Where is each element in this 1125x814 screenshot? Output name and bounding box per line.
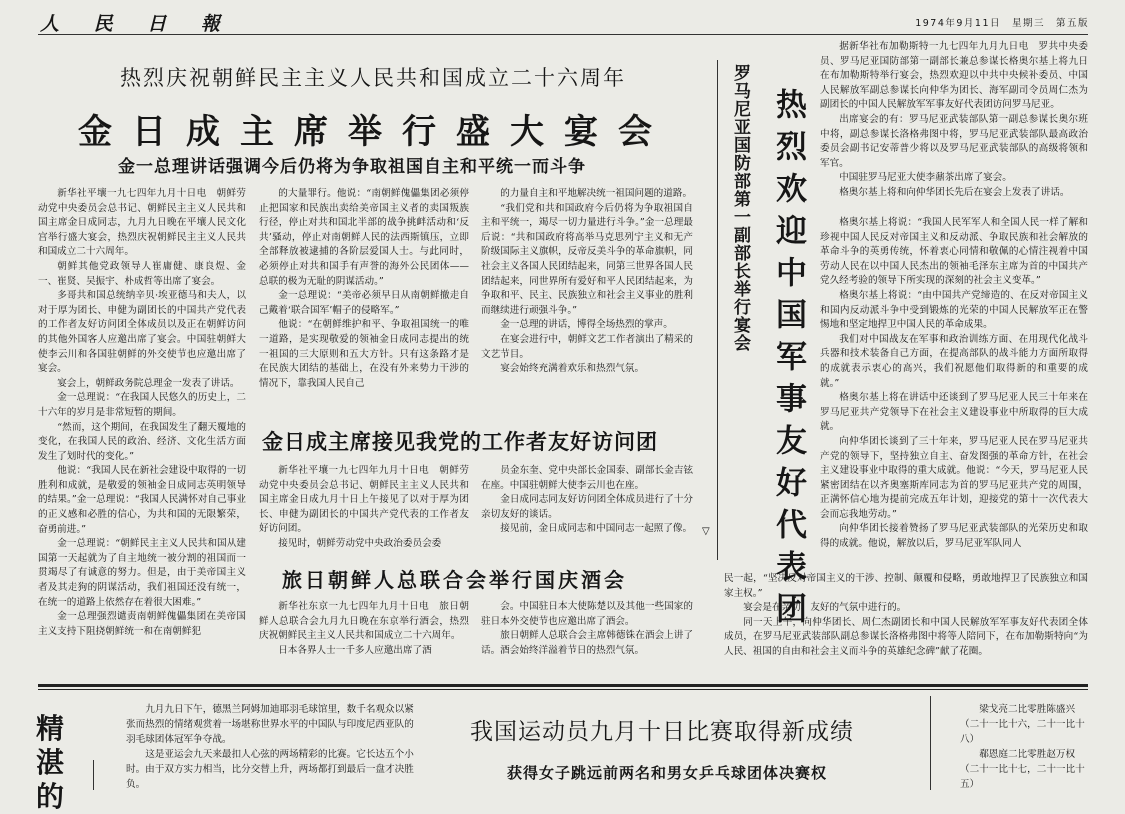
- paragraph: 格奥尔基上将在讲话中还谈到了罗马尼亚人民三十年来在罗马尼亚共产党领导下在社会主义建设事业中所取得的巨大成就。: [820, 392, 1088, 433]
- right-column-middle: [820, 216, 1088, 568]
- paragraph: 朝鲜其他党政领导人崔庸健、康良煜、金一、崔贤、吴振宇、朴成哲等出席了宴会。: [38, 260, 246, 287]
- right-column-wide: [724, 572, 1088, 676]
- paragraph: 金一总理说：“朝鲜民主主义人民共和国从建国第一天起就为了自主地统一被分割的祖国而一贯竭尽了有诚意的努力。但是，由于美帝国主义者及其走狗的阴谋活动，我们祖国还没有统一，在统一的道路上依然存在着很大困难。”: [38, 538, 246, 608]
- paragraph: 郗恩庭二比零胜赵万权（二十一比十七，二十一比十五）: [960, 749, 1085, 790]
- paragraph: 的大量罪行。他说：“南朝鲜傀儡集团必须停止把国家和民族出卖给美帝国主义者的卖国叛族行径，停止对共和国北半部的战争挑衅活动和‘反共’骚动，停止对南朝鲜人民的法西斯镇压，立即全部释放被逮捕的各阶层爱国人士。与此同时，必须停止对共和国手有声誉的海外公民团体——总联的极为无耻的阴谋活动。”: [259, 188, 469, 287]
- paragraph: 格奥尔基上将和向仲华团长先后在宴会上发表了讲话。: [839, 186, 1070, 198]
- column-divider: [930, 696, 931, 790]
- paragraph: 旅日朝鲜人总联合会主席韩德铢在酒会上讲了话。酒会始终洋溢着节日的热烈气氛。: [481, 630, 693, 656]
- paragraph: 日本各界人士一千多人应邀出席了酒: [278, 644, 432, 656]
- main-column-1: [38, 187, 246, 673]
- sports-headline: 我国运动员九月十日比赛取得新成绩: [470, 719, 854, 745]
- paragraph: 接见前，金日成同志和中国同志一起照了像。: [500, 523, 693, 535]
- paragraph: 新华社东京一九七四年九月十日电 旅日朝鲜人总联合会九月九日晚在东京举行酒会，热烈庆祝朝鲜民主主义人民共和国成立二十六周年。: [259, 601, 469, 642]
- paragraph: 据新华社布加勒斯特一九七四年九月九日电 罗共中央委员、罗马尼亚国防部第一副部长兼总参谋长格奥尔基上将九日在布加勒斯特举行宴会，热烈欢迎以中共中央候补委员、中国人民解放军副总参谋长向仲华为团长、海军副司令员周仁杰为副团长的中国人民解放军军事友好代表团访问罗马尼亚。: [820, 41, 1088, 111]
- paragraph: 接见时，朝鲜劳动党中央政治委员会委: [278, 537, 442, 549]
- main-headline: 金日成主席举行盛大宴会: [78, 112, 672, 152]
- paragraph: “我们党和共和国政府今后仍将为争取祖国自主和平统一，竭尽一切力量进行斗争。”金一总理最后说：“共和国政府将高举马克思列宁主义和无产阶级国际主义旗帜，反帝反美斗争的革命旗帜，同社会主义各国人民团结起来，同第三世界各国人民团结起来，同世界所有爱好和平人民团结起来，为争取和平、民主、民族独立和社会主义事业的胜利而继续进行顽强斗争。”: [481, 202, 693, 316]
- paragraph: 金一总理强烈谴责南朝鲜傀儡集团在美帝国主义支持下阻挠朝鲜统一和在南朝鲜犯: [38, 611, 246, 637]
- section-rule-thin: [38, 689, 1088, 690]
- right-column-top: [820, 40, 1088, 200]
- paragraph: 员金东奎、党中央部长金国泰、副部长金吉铉在座。中国驻朝鲜大使李云川也在座。: [481, 465, 693, 491]
- paragraph: 梁戈亮二比零胜陈盛兴（二十一比十六，二十一比十八）: [960, 704, 1085, 745]
- story3-column-1: [259, 600, 469, 676]
- paragraph: 会。中国驻日本大使陈楚以及其他一些国家的驻日本外交使节也应邀出席了酒会。: [481, 601, 693, 627]
- sports-subhead: 获得女子跳远前两名和男女乒乓球团体决赛权: [507, 764, 828, 782]
- main-subhead: 金一总理讲话强调今后仍将为争取祖国自主和平统一而斗争: [118, 157, 586, 177]
- paragraph: 新华社平壤一九七四年九月十日电 朝鲜劳动党中央委员会总书记、朝鲜民主主义人民共和国主席金日成九月十日上午接见了以对于厚为团长、申健为副团长的中国共产党代表的工作者友好访问团。: [259, 465, 469, 535]
- paragraph: “然而，这个期间，在我国发生了翻天覆地的变化，在我国人民的政治、经济、文化生活方面发生了划时代的变化。”: [38, 421, 246, 462]
- kicker-headline: 热烈庆祝朝鲜民主主义人民共和国成立二十六周年: [120, 66, 626, 90]
- paragraph: 宴会上，朝鲜政务院总理金一发表了讲话。: [57, 377, 240, 389]
- paragraph: 金一总理的讲话，博得全场热烈的掌声。: [500, 319, 673, 331]
- paragraph: 格奥尔基上将说：“我国人民军军人和全国人民一样了解和珍视中国人民反对帝国主义和反动派、争取民族和社会解放的革命斗争的英勇传统，怀着衷心同情和敬佩的心情注视着中国劳动人民在以中国人民杰出的领袖毛泽东主席为首的中国共产党久经考验的领导下所实现的深刻的社会主义变革。”: [820, 217, 1088, 287]
- story2-column-1: [259, 464, 469, 554]
- paragraph: 九月九日下午，德黑兰阿姆加迪耶羽毛球馆里，数千名观众以紧张而热烈的情绪观赏着一场堪称世界水平的中国队与印度尼西亚队的羽毛球团体冠军争夺战。: [126, 704, 414, 745]
- paragraph: 中国驻罗马尼亚大使李鼐茶出席了宴会。: [839, 172, 1012, 184]
- paragraph: 的力量自主和平地解决统一祖国问题的道路。: [500, 188, 693, 199]
- paragraph: 他说：“我国人民在新社会建设中取得的一切胜利和成就，是敬爱的领袖金日成同志英明领导的结果。”金一总理说：“我国人民满怀对自己事业的正义感和必胜的信心，为共和国的无限繁荣，奋勇前进。”: [38, 465, 246, 535]
- paragraph: 多哥共和国总统纳辛贝·埃亚德马和夫人，以对于厚为团长、申健为副团长的中国共产党代表的工作者友好访问团全体成员以及正在朝鲜访问的其他外国客人应邀出席了宴会。中国驻朝鲜大使李云川和各国驻朝鲜的外交使节也应邀出席了宴会。: [38, 290, 246, 375]
- paragraph: 出席宴会的有：罗马尼亚武装部队第一副总参谋长奥尔班中将，副总参谋长洛格弗图中将，罗马尼亚武装部队最高政治委员会副书记安蒂普少将以及罗马尼亚武装部队的高级将领和军官。: [820, 113, 1088, 169]
- paragraph: 金日成同志同友好访问团全体成员进行了十分亲切友好的谈话。: [481, 494, 693, 520]
- story2-headline: 金日成主席接见我党的工作者友好访问团: [262, 430, 658, 454]
- newspaper-masthead: 人 民 日 報: [40, 13, 234, 35]
- masthead-rule: [38, 34, 1088, 35]
- paragraph: 向仲华团长接着赞扬了罗马尼亚武装部队的光荣历史和取得的成就。他说，解放以后，罗马尼亚军队同人: [820, 523, 1088, 550]
- bottom-vertical-heading: 精湛的: [36, 712, 65, 813]
- paragraph: 金一总理说：“在我国人民悠久的历史上，二十六年的岁月是非常短暂的期间。: [38, 392, 246, 418]
- section-rule: [38, 684, 1088, 687]
- right-vertical-headline: 热烈欢迎中国军事友好代表团: [770, 88, 806, 634]
- paragraph: 在宴会进行中，朝鲜文艺工作者演出了精采的文艺节目。: [481, 333, 693, 360]
- paragraph: 他说：“在朝鲜维护和平、争取祖国统一的唯一道路，是实现敬爱的领袖金日成同志提出的统一祖国的三大原则和五大方针。只有这条路才是在民族大团结的基础上，在没有外来势力干涉的情况下，靠我国人民自己: [259, 319, 469, 389]
- right-vertical-subhead: 罗马尼亚国防部第一副部长举行宴会: [730, 64, 750, 352]
- story2-column-2: [481, 464, 693, 554]
- story3-headline: 旅日朝鲜人总联合会举行国庆酒会: [282, 568, 627, 592]
- paragraph: 宴会是在亲切、友好的气氛中进行的。: [743, 602, 907, 614]
- story3-column-2: [481, 600, 693, 676]
- dateline: 1974年9月11日 星期三 第五版: [915, 18, 1089, 29]
- paragraph: 金一总理说：“美帝必须早日从南朝鲜撤走自己戴着‘联合国军’帽子的侵略军。”: [259, 290, 469, 316]
- main-column-2: [259, 187, 469, 413]
- main-column-3: [481, 187, 693, 413]
- column-divider: [717, 60, 718, 560]
- divider-mark: [93, 760, 94, 790]
- paragraph: 民一起，“坚决反对帝国主义的干涉、控制、颠覆和侵略，勇敢地捍卫了民族独立和国家主权。”: [724, 573, 1088, 599]
- bottom-right-results: [960, 702, 1088, 790]
- paragraph: 向仲华团长谈到了三十年来，罗马尼亚人民在罗马尼亚共产党的领导下，坚持独立自主、奋发图强的革命方针，在社会主义建设事业中取得的重大成就。他说：“今天，罗马尼亚人民紧密团结在以齐奥塞斯库同志为首的罗马尼亚共产党的周围，正满怀信心地为提前完成五年计划，迎接党的第十一次代表大会而忘我地劳动。”: [820, 435, 1088, 520]
- paragraph: 格奥尔基上将说：“由中国共产党缔造的、在反对帝国主义和国内反动派斗争中受到锻炼的光荣的中国人民解放军正在警惕地和坚定地捍卫中国人民的革命成果。: [820, 289, 1088, 331]
- paragraph: 新华社平壤一九七四年九月十日电 朝鲜劳动党中央委员会总书记、朝鲜民主主义人民共和国主席金日成同志，九月九日晚在平壤人民文化宫举行盛大宴会，热烈庆祝朝鲜民主主义人民共和国成立二十六周年。: [38, 188, 246, 258]
- paragraph: 同一天上午，向仲华团长、周仁杰副团长和中国人民解放军军事友好代表团全体成员，在罗马尼亚武装部队副总参谋长洛格弗图中将等人陪同下，在布加勒斯特向“为人民、祖国的自由和社会主义而斗争的英雄纪念碑”献了花圈。: [724, 616, 1088, 657]
- paragraph: 我们对中国战友在军事和政治训练方面、在用现代化战斗兵器和技术装备自己方面，在提高部队的战斗能力方面所取得的成就表示衷心的高兴，我们祝愿他们取得新的和重要的成就。”: [820, 333, 1088, 389]
- triangle-marker-icon: ▽: [702, 526, 710, 537]
- bottom-left-article: [126, 702, 416, 790]
- paragraph: 这是亚运会九天来最扣人心弦的两场精彩的比赛。它长达五个小时。由于双方实力相当，比分交替上升，两场都打到最后一盘才决胜负。: [126, 749, 414, 790]
- paragraph: 宴会始终充满着欢乐和热烈气氛。: [500, 363, 645, 375]
